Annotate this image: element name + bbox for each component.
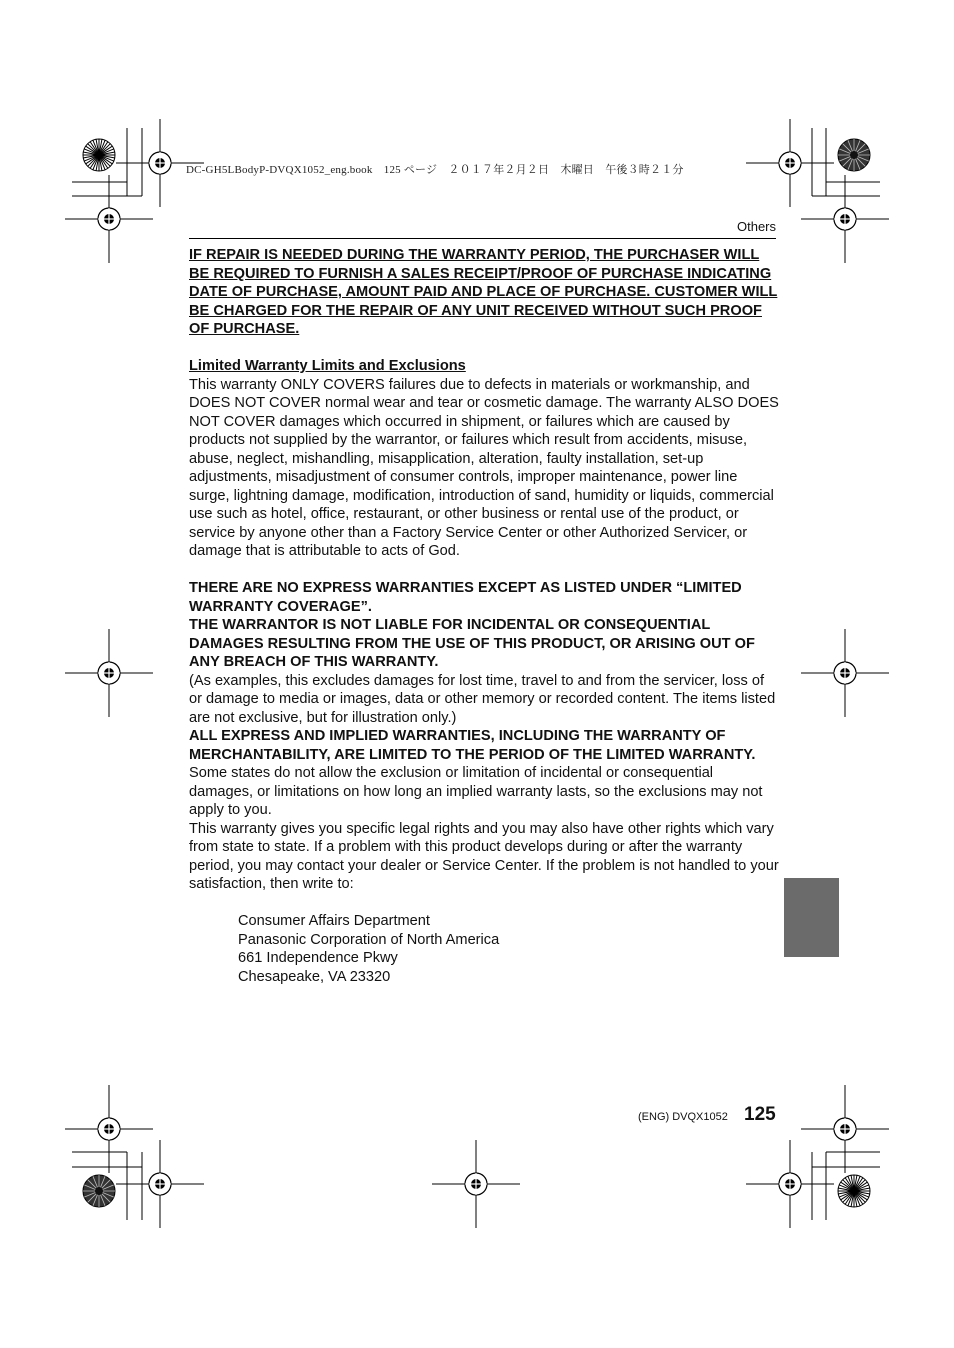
document-code: (ENG) DVQX1052 bbox=[638, 1111, 728, 1123]
address-line: Chesapeake, VA 23320 bbox=[238, 968, 391, 985]
states-paragraph: Some states do not allow the exclusion or limitation of incidental or consequential damages, or limitations on how long an implied warranty lasts, so the exclusions may not apply to you. bbox=[189, 765, 763, 818]
section-label: Others bbox=[736, 219, 776, 234]
spacer bbox=[189, 894, 779, 913]
limits-body: This warranty ONLY COVERS failures due to defects in materials or workmanship, and DOES NOT COVER normal wear and tear or cosmetic damage. The warranty ALSO DOES NOT COVER damages which occurred in shipment, or failures which are caused by products not supplied by the warrantor, or failures which result from accidents, misuse, abuse, neglect, mishandling, misapplication, alteration, faulty installation, set-up adjustments, misadjustment of consumer controls, improper maintenance, power line surge, lightning damage, modification, introduction of sand, humidity or liquids, commercial use such as hotel, office, restaurant, or other business or rental use of the product, or service by anyone other than a Factory Service Center or other Authorized Servicer, or damage that is attributable to acts of God. bbox=[189, 376, 779, 559]
warranty-content bbox=[189, 246, 779, 986]
limits-heading: Limited Warranty Limits and Exclusions bbox=[189, 358, 466, 374]
not-liable-notice: THE WARRANTOR IS NOT LIABLE FOR INCIDENTAL OR CONSEQUENTIAL DAMAGES RESULTING FROM THE USE OF THIS PRODUCT, OR ARISING OUT OF ANY BREACH OF THIS WARRANTY. bbox=[189, 617, 755, 670]
implied-warranties: ALL EXPRESS AND IMPLIED WARRANTIES, INCLUDING THE WARRANTY OF MERCHANTABILITY, ARE LIMITED TO THE PERIOD OF THE LIMITED WARRANTY. bbox=[189, 728, 756, 763]
page-number: 125 bbox=[744, 1104, 776, 1125]
address-line: Panasonic Corporation of North America bbox=[238, 931, 500, 948]
address-line: Consumer Affairs Department bbox=[238, 913, 430, 929]
mailing-address bbox=[189, 912, 779, 986]
chapter-side-tab bbox=[784, 878, 839, 957]
spacer bbox=[189, 339, 779, 358]
repair-notice: IF REPAIR IS NEEDED DURING THE WARRANTY PERIOD, THE PURCHASER WILL BE REQUIRED TO FURNISH A SALES RECEIPT/PROOF OF PURCHASE INDICATING DATE OF PURCHASE, AMOUNT PAID AND PLACE OF PURCHASE. CUSTOMER WILL BE CHARGED FOR THE REPAIR OF ANY UNIT RECEIVED WITHOUT SUCH PROOF OF PURCHASE. bbox=[189, 247, 778, 337]
print-slug: DC-GH5LBodyP-DVQX1052_eng.book 125 ページ ２０１７年２月２日 木曜日 午後３時２１分 bbox=[186, 164, 684, 176]
header-rule bbox=[189, 238, 776, 239]
rights-paragraph: This warranty gives you specific legal rights and you may also have other rights which vary from state to state. If a problem with this product develops during or after the warranty period, you may contact your dealer or Service Center. If the problem is not handled to your satisfaction, then write to: bbox=[189, 820, 779, 892]
address-line: 661 Independence Pkwy bbox=[238, 950, 398, 966]
no-express-warranties: THERE ARE NO EXPRESS WARRANTIES EXCEPT AS LISTED UNDER “LIMITED WARRANTY COVERAGE”. bbox=[189, 580, 742, 615]
examples-paragraph: (As examples, this excludes damages for lost time, travel to and from the servicer, loss of or damage to media or images, data or other memory or recorded content. The items listed are not exclusive, but for illustration only.) bbox=[189, 672, 776, 726]
spacer bbox=[189, 561, 779, 580]
